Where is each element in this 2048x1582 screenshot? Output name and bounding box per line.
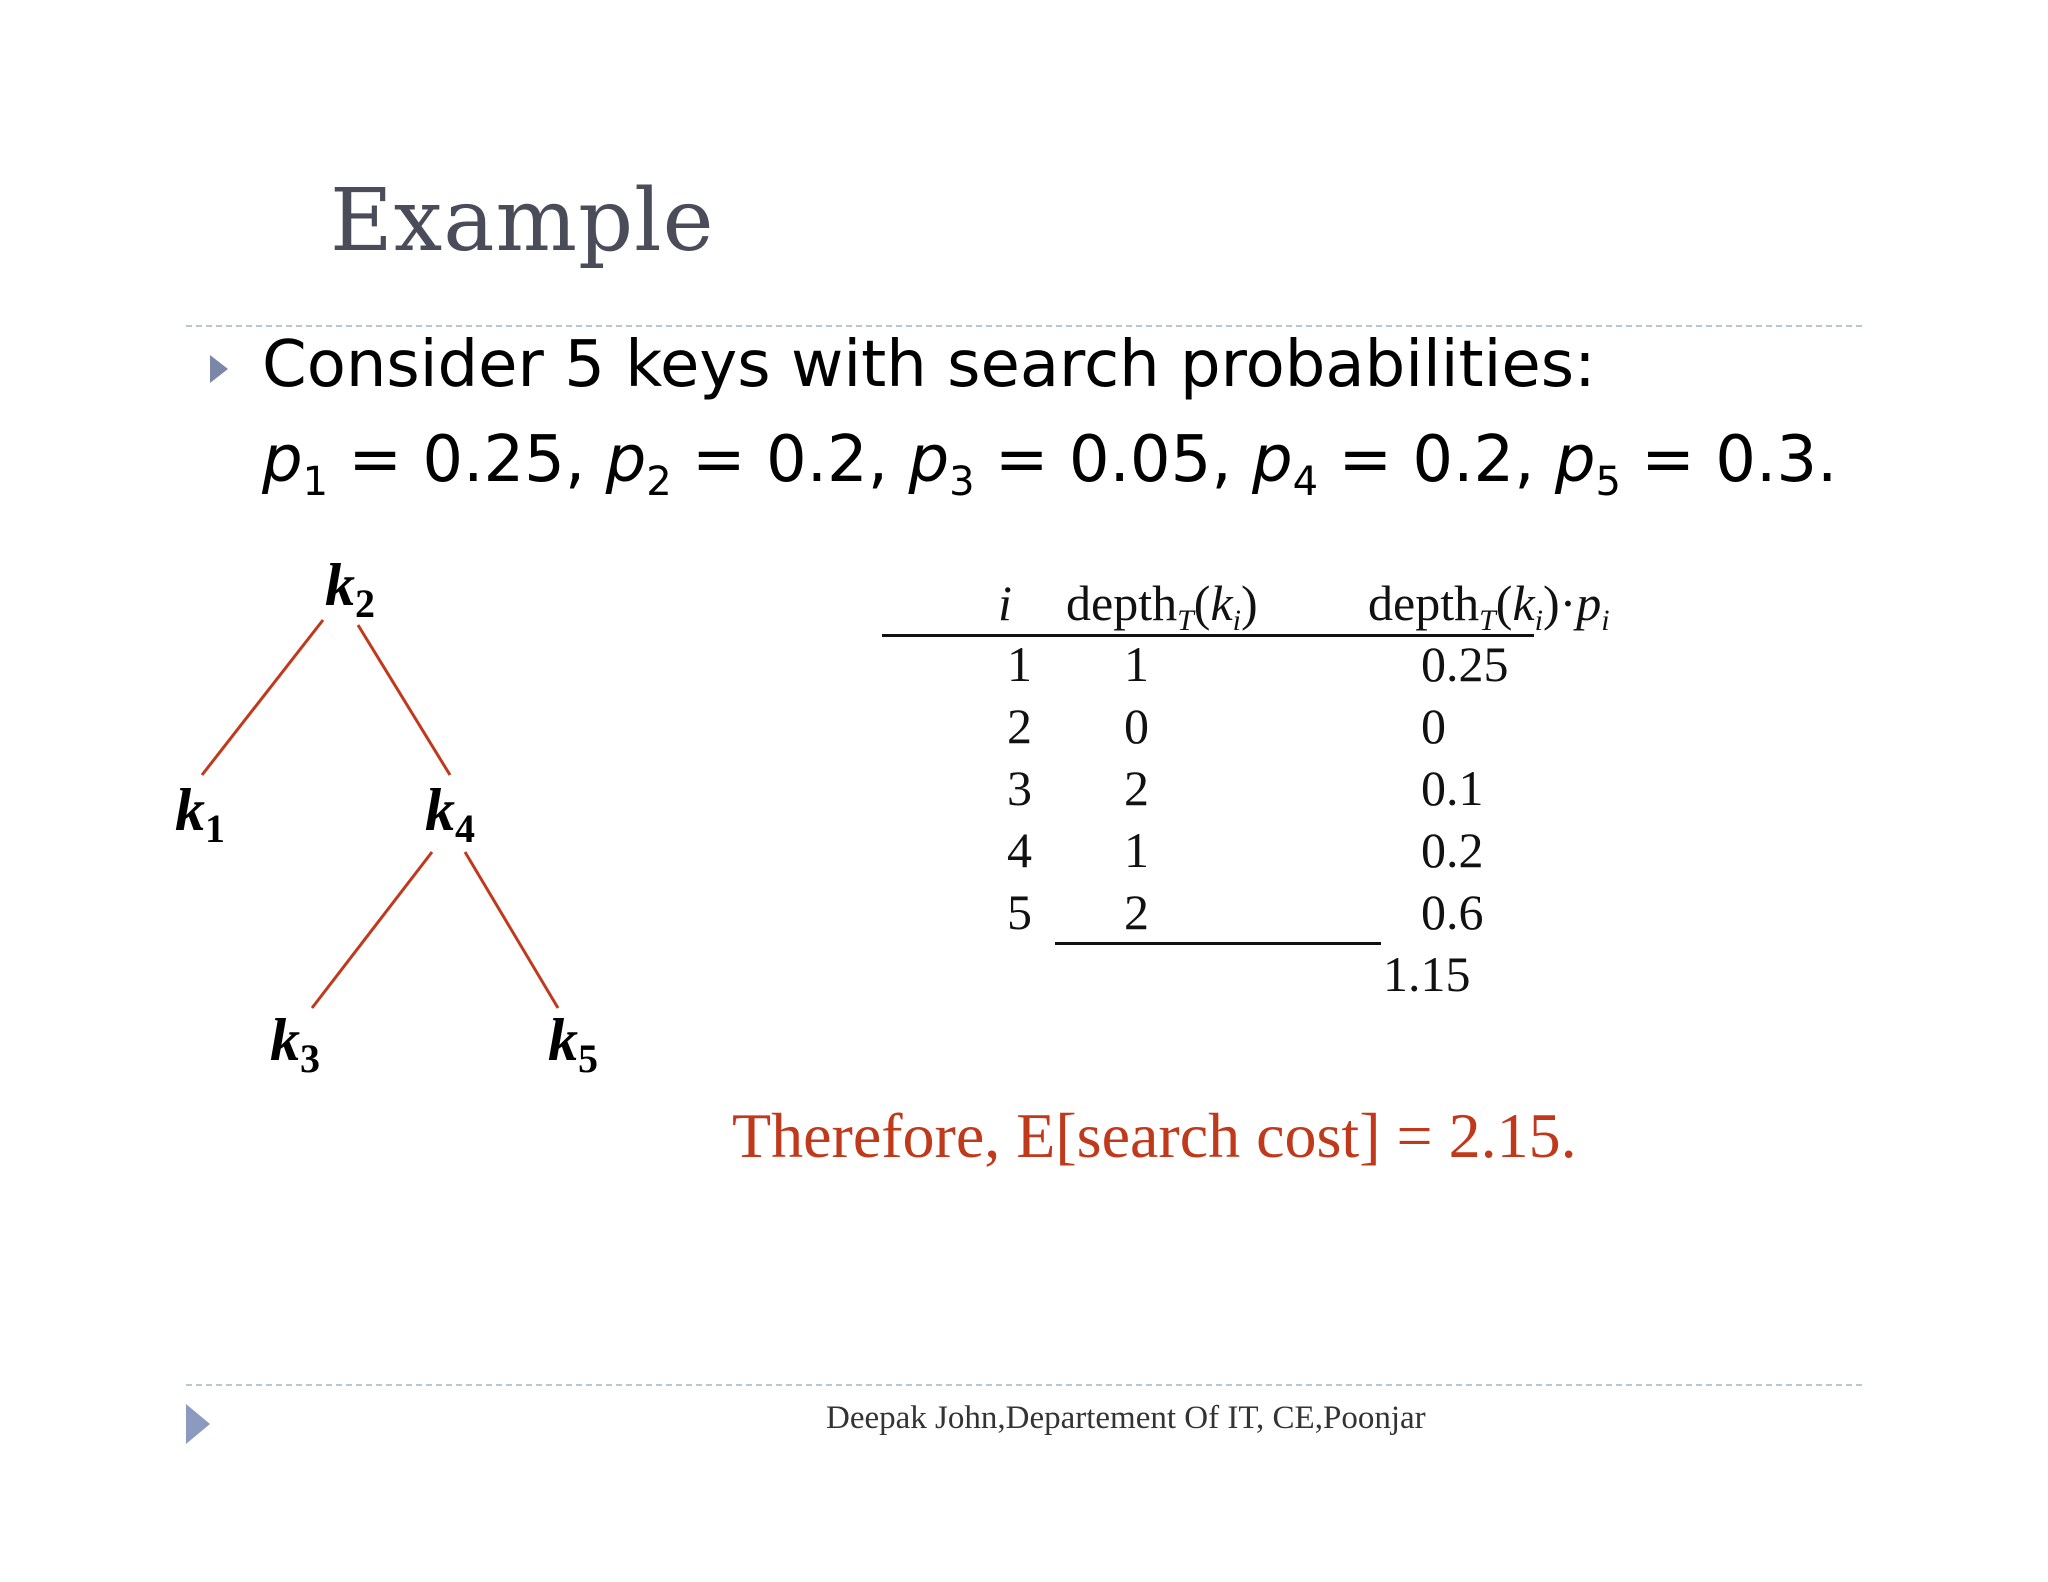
table-cell-depth-4: 1 bbox=[1124, 822, 1149, 878]
table-header-i: i bbox=[998, 575, 1012, 631]
table-cell-depth-5: 2 bbox=[1124, 884, 1149, 940]
table-cell-value-5: 0.6 bbox=[1421, 884, 1484, 940]
tree-edge-k4-k3 bbox=[312, 852, 432, 1008]
prob-4: $p_4 = 0.2$, bbox=[1252, 423, 1535, 505]
table-cell-i-3: 3 bbox=[1007, 760, 1032, 816]
tree-node-k1: $k_1$ bbox=[175, 777, 225, 851]
table-sum-rule bbox=[1055, 942, 1381, 945]
prob-1: $p_1 = 0.25$, bbox=[262, 423, 586, 505]
bottom-divider bbox=[186, 1384, 1862, 1386]
table-cell-i-1: 1 bbox=[1007, 636, 1032, 692]
table-cell-i-5: 5 bbox=[1007, 884, 1032, 940]
table-cell-value-3: 0.1 bbox=[1421, 760, 1484, 816]
table-cell-i-2: 2 bbox=[1007, 698, 1032, 754]
prob-5: $p_5 = 0.3$. bbox=[1554, 423, 1838, 505]
binary-search-tree bbox=[0, 0, 700, 1120]
table-cell-value-4: 0.2 bbox=[1421, 822, 1484, 878]
table-cell-value-1: 0.25 bbox=[1421, 636, 1509, 692]
prob-2: $p_2 = 0.2$, bbox=[605, 423, 889, 505]
table-cell-value-2: 0 bbox=[1421, 698, 1446, 754]
table-cell-depth-3: 2 bbox=[1124, 760, 1149, 816]
tree-edge-k2-k4 bbox=[358, 625, 450, 775]
prob-3: $p_3 = 0.05$, bbox=[908, 423, 1232, 505]
footer-arrow-icon bbox=[186, 1404, 210, 1444]
bullet-text: Consider 5 keys with search probabilities: bbox=[262, 328, 1596, 402]
conclusion-text: Therefore, E[search cost] = 2.15. bbox=[732, 1100, 1577, 1171]
table-cell-depth-1: 1 bbox=[1124, 636, 1149, 692]
slide-title: Example bbox=[330, 171, 715, 271]
tree-node-k4: $k_4$ bbox=[425, 777, 475, 851]
table-total: 1.15 bbox=[1383, 946, 1471, 1002]
tree-node-k5: $k_5$ bbox=[548, 1007, 598, 1081]
tree-edge-k4-k5 bbox=[465, 852, 558, 1008]
footer-text: Deepak John,Departement Of IT, CE,Poonjar bbox=[826, 1400, 1426, 1436]
table-header-depth: $depth_T(k_i)$ bbox=[1066, 575, 1258, 637]
table-cell-depth-2: 0 bbox=[1124, 698, 1149, 754]
tree-node-k2: $k_2$ bbox=[325, 552, 375, 626]
table-cell-i-4: 4 bbox=[1007, 822, 1032, 878]
table-header-depth-times-p: $depth_T(k_i)\cdot p_i$ bbox=[1368, 575, 1610, 637]
tree-node-k3: $k_3$ bbox=[270, 1007, 320, 1081]
tree-edge-k2-k1 bbox=[202, 620, 323, 775]
